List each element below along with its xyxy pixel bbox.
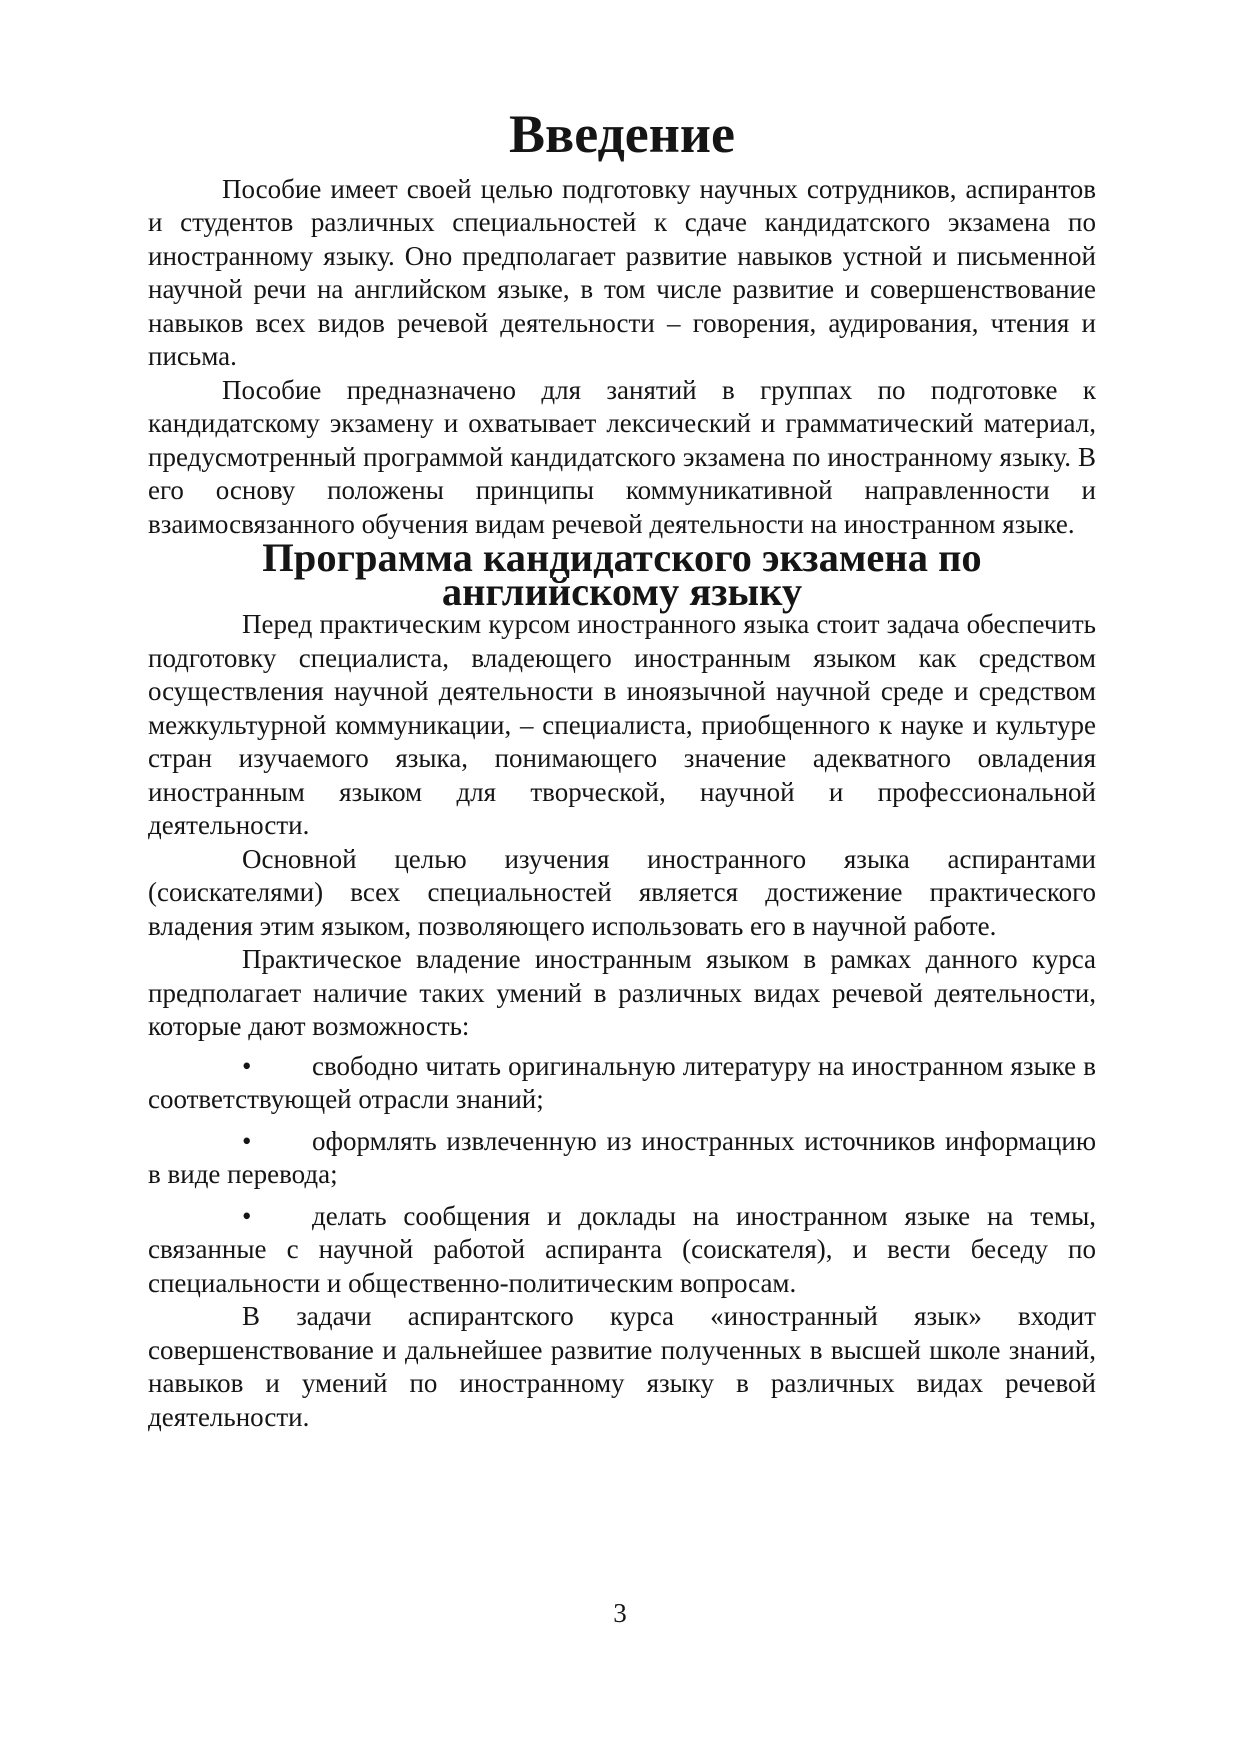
program-paragraph-2: Основной целью изучения иностранного языка аспирантами (соискателями) всех специальностей является достижение практического владения этим языком, позволяющего использовать его в научной работе. [148,843,1096,941]
list-item-text: делать сообщения и доклады на иностранном языке на темы, связанные с научной работой аспиранта (соискателя), и вести беседу по специальности и общественно-политическим вопросам. [148,1200,1096,1298]
intro-paragraph-1: Пособие имеет своей целью подготовку научных сотрудников, аспирантов и студентов различных специальностей к сдаче кандидатского экзамена по иностранному языку. Оно предполагает развитие навыков устной и письменной научной речи на английском языке, в том числе развитие и совершенствование навыков всех видов речевой деятельности – говорения, аудирования, чтения и письма. [148,173,1096,371]
list-item [148,1125,1096,1192]
list-item [148,1050,1096,1117]
section-heading: Введение [509,104,735,164]
document-page [148,104,1096,1434]
page-number: 3 [613,1598,627,1628]
skills-list [148,1050,1096,1301]
list-item [148,1200,1096,1301]
bullet-icon: • [242,1200,252,1231]
closing-paragraph: В задачи аспирантского курса «иностранный язык» входит совершенствование и дальнейшее развитие полученных в высшей школе знаний, навыков и умений по иностранному языку в различных видах речевой деятельности. [148,1301,1096,1432]
list-item-text: оформлять извлеченную из иностранных источников информацию в виде перевода; [148,1125,1096,1189]
program-paragraph-1: Перед практическим курсом иностранного языка стоит задача обеспечить подготовку специалиста, владеющего иностранным языком как средством осуществления научной деятельности в иноязычной научной среде и средством межкультурной коммуникации, – специалиста, приобщенного к науке и культуре стран изучаемого языка, понимающего значение адекватного овладения иностранным языком для творческой, научной и профессиональной деятельности. [148,609,1096,840]
intro-paragraph-2: Пособие предназначено для занятий в группах по подготовке к кандидатскому экзамену и охватывает лексический и грамматический материал, предусмотренный программой кандидатского экзамена по иностранному языку. В его основу положены принципы коммуникативной направленности и взаимосвязанного обучения видам речевой деятельности на иностранном языке. [148,374,1096,539]
list-item-text: свободно читать оригинальную литературу на иностранном языке в соответствующей отрасли знаний; [148,1050,1096,1114]
bullet-icon: • [242,1050,252,1081]
bullet-icon: • [242,1125,252,1156]
program-subheading: Программа кандидатского экзамена по английскому языку [262,535,982,614]
program-paragraph-3: Практическое владение иностранным языком в рамках данного курса предполагает наличие таких умений в различных видах речевой деятельности, которые дают возможность: [148,944,1096,1041]
